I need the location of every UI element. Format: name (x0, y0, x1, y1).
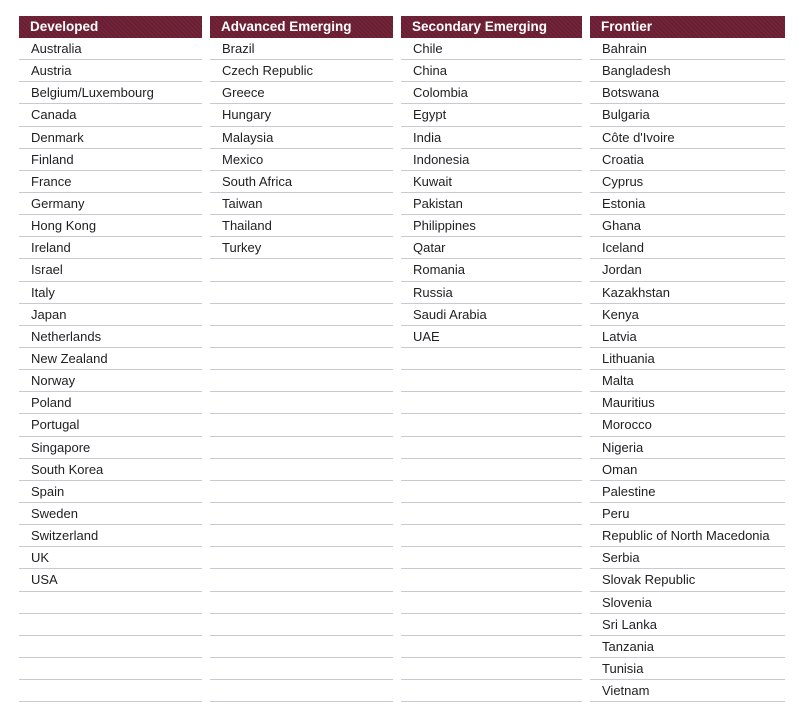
table-row: Sweden (19, 503, 202, 525)
table-row: Botswana (590, 82, 785, 104)
column-header-advanced-emerging: Advanced Emerging (210, 16, 393, 38)
table-row: Canada (19, 104, 202, 126)
table-row (401, 614, 582, 636)
table-row (401, 525, 582, 547)
table-row: Finland (19, 149, 202, 171)
table-row: Russia (401, 282, 582, 304)
table-row: Austria (19, 60, 202, 82)
table-row (210, 547, 393, 569)
table-row (401, 348, 582, 370)
table-row (210, 592, 393, 614)
column-frontier (590, 16, 785, 702)
table-row: Iceland (590, 237, 785, 259)
table-row (19, 658, 202, 680)
table-row: Kenya (590, 304, 785, 326)
table-row: Oman (590, 459, 785, 481)
table-row (210, 525, 393, 547)
table-row: Mexico (210, 149, 393, 171)
table-row (210, 569, 393, 591)
table-row (210, 503, 393, 525)
column-secondary-emerging (401, 16, 582, 702)
column-developed (19, 16, 202, 702)
table-row (210, 392, 393, 414)
table-row: Norway (19, 370, 202, 392)
table-row: Croatia (590, 149, 785, 171)
table-row: Jordan (590, 259, 785, 281)
table-row (210, 326, 393, 348)
table-row: Italy (19, 282, 202, 304)
table-row: Estonia (590, 193, 785, 215)
table-row: Greece (210, 82, 393, 104)
table-row: Mauritius (590, 392, 785, 414)
table-row: Republic of North Macedonia (590, 525, 785, 547)
table-row (401, 437, 582, 459)
table-row: Brazil (210, 38, 393, 60)
table-row: Egypt (401, 104, 582, 126)
column-header-frontier: Frontier (590, 16, 785, 38)
table-row (210, 437, 393, 459)
table-row: Czech Republic (210, 60, 393, 82)
table-row: Palestine (590, 481, 785, 503)
table-row: Morocco (590, 414, 785, 436)
table-row: Lithuania (590, 348, 785, 370)
table-row (401, 392, 582, 414)
table-row: Bangladesh (590, 60, 785, 82)
table-row (210, 614, 393, 636)
table-row: India (401, 127, 582, 149)
table-row: Israel (19, 259, 202, 281)
table-row: Switzerland (19, 525, 202, 547)
column-advanced-emerging (210, 16, 393, 702)
table-row (19, 680, 202, 702)
table-row: South Korea (19, 459, 202, 481)
table-row (210, 282, 393, 304)
table-row: Philippines (401, 215, 582, 237)
table-row: Sri Lanka (590, 614, 785, 636)
table-row (401, 414, 582, 436)
table-row (210, 636, 393, 658)
table-row: Poland (19, 392, 202, 414)
table-row: Turkey (210, 237, 393, 259)
table-row: Slovenia (590, 592, 785, 614)
table-row (401, 636, 582, 658)
table-row: Malta (590, 370, 785, 392)
table-row (401, 592, 582, 614)
table-row: Belgium/Luxembourg (19, 82, 202, 104)
table-row: Hungary (210, 104, 393, 126)
column-header-secondary-emerging: Secondary Emerging (401, 16, 582, 38)
table-row: Germany (19, 193, 202, 215)
table-row: South Africa (210, 171, 393, 193)
table-row: Slovak Republic (590, 569, 785, 591)
table-row: Vietnam (590, 680, 785, 702)
table-row: Australia (19, 38, 202, 60)
table-row: Indonesia (401, 149, 582, 171)
table-row: Serbia (590, 547, 785, 569)
table-row: Nigeria (590, 437, 785, 459)
table-row: Bulgaria (590, 104, 785, 126)
table-row: Ghana (590, 215, 785, 237)
table-row: Thailand (210, 215, 393, 237)
table-row (401, 680, 582, 702)
table-row (19, 636, 202, 658)
table-row (401, 481, 582, 503)
table-row (19, 614, 202, 636)
table-row: Japan (19, 304, 202, 326)
table-row: Tanzania (590, 636, 785, 658)
table-row: Portugal (19, 414, 202, 436)
table-row: Latvia (590, 326, 785, 348)
table-row (210, 414, 393, 436)
table-row (210, 259, 393, 281)
table-row: Taiwan (210, 193, 393, 215)
table-row: Chile (401, 38, 582, 60)
table-row: Cyprus (590, 171, 785, 193)
table-row: Ireland (19, 237, 202, 259)
table-row: Kuwait (401, 171, 582, 193)
table-row: Peru (590, 503, 785, 525)
table-row (210, 481, 393, 503)
table-row (210, 370, 393, 392)
table-row: Netherlands (19, 326, 202, 348)
table-row: Malaysia (210, 127, 393, 149)
table-row (401, 459, 582, 481)
table-row: Pakistan (401, 193, 582, 215)
table-row: Hong Kong (19, 215, 202, 237)
table-row (19, 592, 202, 614)
table-row (210, 680, 393, 702)
table-row: UK (19, 547, 202, 569)
column-header-developed: Developed (19, 16, 202, 38)
table-row: Saudi Arabia (401, 304, 582, 326)
table-row: Colombia (401, 82, 582, 104)
table-row: Tunisia (590, 658, 785, 680)
table-row (210, 658, 393, 680)
table-row (401, 569, 582, 591)
table-row (401, 503, 582, 525)
table-row (401, 370, 582, 392)
table-row: USA (19, 569, 202, 591)
table-row (210, 459, 393, 481)
table-row (210, 348, 393, 370)
table-row: Spain (19, 481, 202, 503)
table-row: Denmark (19, 127, 202, 149)
table-row: Kazakhstan (590, 282, 785, 304)
table-row (401, 547, 582, 569)
table-row: Qatar (401, 237, 582, 259)
table-row: France (19, 171, 202, 193)
table-row: Singapore (19, 437, 202, 459)
table-row: Romania (401, 259, 582, 281)
table-row: New Zealand (19, 348, 202, 370)
table-row (401, 658, 582, 680)
table-row: China (401, 60, 582, 82)
table-row: Côte d'Ivoire (590, 127, 785, 149)
table-row: Bahrain (590, 38, 785, 60)
table-row (210, 304, 393, 326)
table-row: UAE (401, 326, 582, 348)
